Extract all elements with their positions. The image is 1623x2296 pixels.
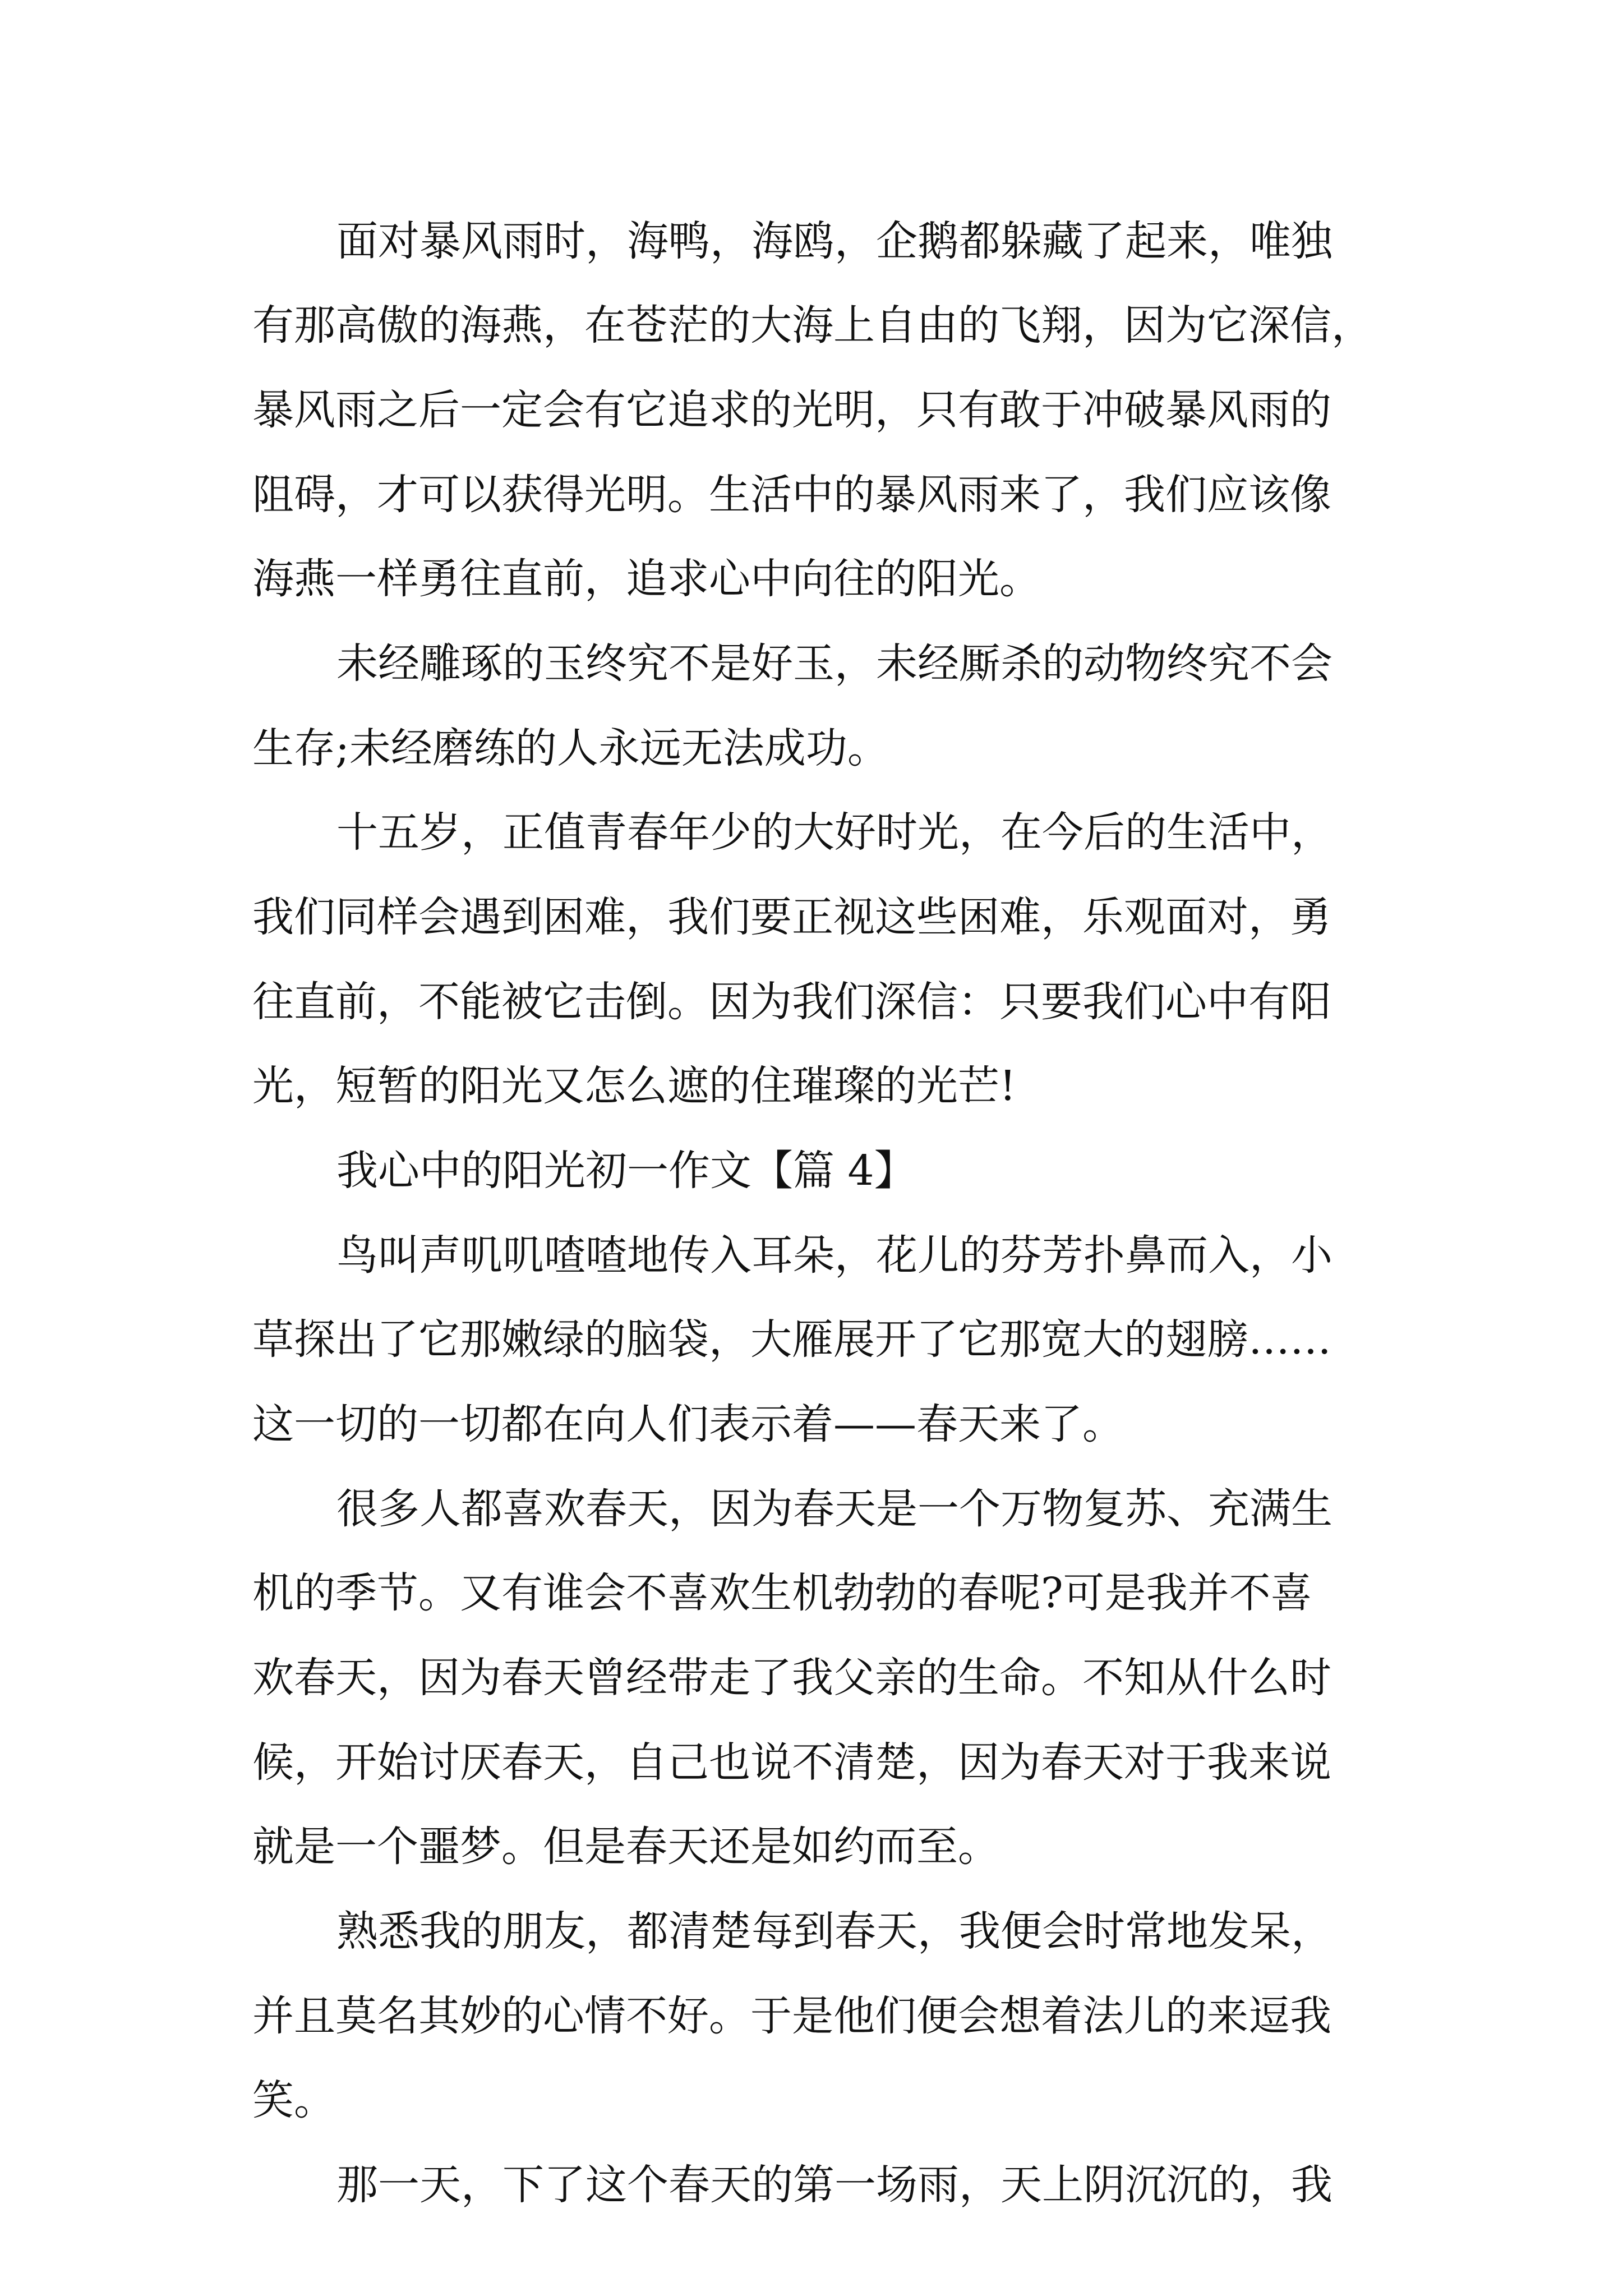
text-line: 十五岁，正值青春年少的大好时光，在今后的生活中， (336, 808, 1332, 857)
text-line: 草探出了它那嫩绿的脑袋，大雁展开了它那宽大的翅膀…… (252, 1315, 1331, 1364)
text-line: 光，短暂的阳光又怎么遮的住璀璨的光芒! (252, 1062, 1016, 1110)
section-heading: 我心中的阳光初一作文【篇 4】 (336, 1147, 916, 1195)
text-line: 阻碍，才可以获得光明。生活中的暴风雨来了，我们应该像 (252, 471, 1331, 519)
text-line: 未经雕琢的玉终究不是好玉，未经厮杀的动物终究不会 (336, 639, 1332, 688)
text-line: 这一切的一切都在向人们表示着——春天来了。 (252, 1400, 1124, 1448)
text-line: 生存;未经磨练的人永远无法成功。 (252, 724, 889, 772)
text-line: 并且莫名其妙的心情不好。于是他们便会想着法儿的来逗我 (252, 1992, 1331, 2040)
text-line: 我们同样会遇到困难，我们要正视这些困难，乐观面对，勇 (252, 893, 1331, 941)
text-line: 那一天，下了这个春天的第一场雨，天上阴沉沉的，我 (336, 2161, 1332, 2209)
text-line: 鸟叫声叽叽喳喳地传入耳朵，花儿的芬芳扑鼻而入，小 (336, 1231, 1332, 1280)
text-line: 海燕一样勇往直前，追求心中向往的阳光。 (252, 555, 1041, 603)
text-line: 很多人都喜欢春天，因为春天是一个万物复苏、充满生 (336, 1485, 1332, 1533)
text-line: 暴风雨之后一定会有它追求的光明，只有敢于冲破暴风雨的 (252, 386, 1331, 434)
text-line: 有那高傲的海燕，在苍茫的大海上自由的飞翔，因为它深信， (252, 301, 1373, 349)
text-line: 就是一个噩梦。但是春天还是如约而至。 (252, 1823, 999, 1871)
text-line: 往直前，不能被它击倒。因为我们深信：只要我们心中有阳 (252, 978, 1331, 1026)
text-line: 候，开始讨厌春天，自己也说不清楚，因为春天对于我来说 (252, 1738, 1331, 1787)
text-line: 欢春天，因为春天曾经带走了我父亲的生命。不知从什么时 (252, 1654, 1331, 1702)
text-line: 机的季节。又有谁会不喜欢生机勃勃的春呢?可是我并不喜 (252, 1569, 1312, 1617)
text-line: 面对暴风雨时，海鸭，海鸥，企鹅都躲藏了起来，唯独 (336, 217, 1332, 265)
text-line: 熟悉我的朋友，都清楚每到春天，我便会时常地发呆， (336, 1907, 1332, 1955)
text-line: 笑。 (252, 2076, 335, 2124)
